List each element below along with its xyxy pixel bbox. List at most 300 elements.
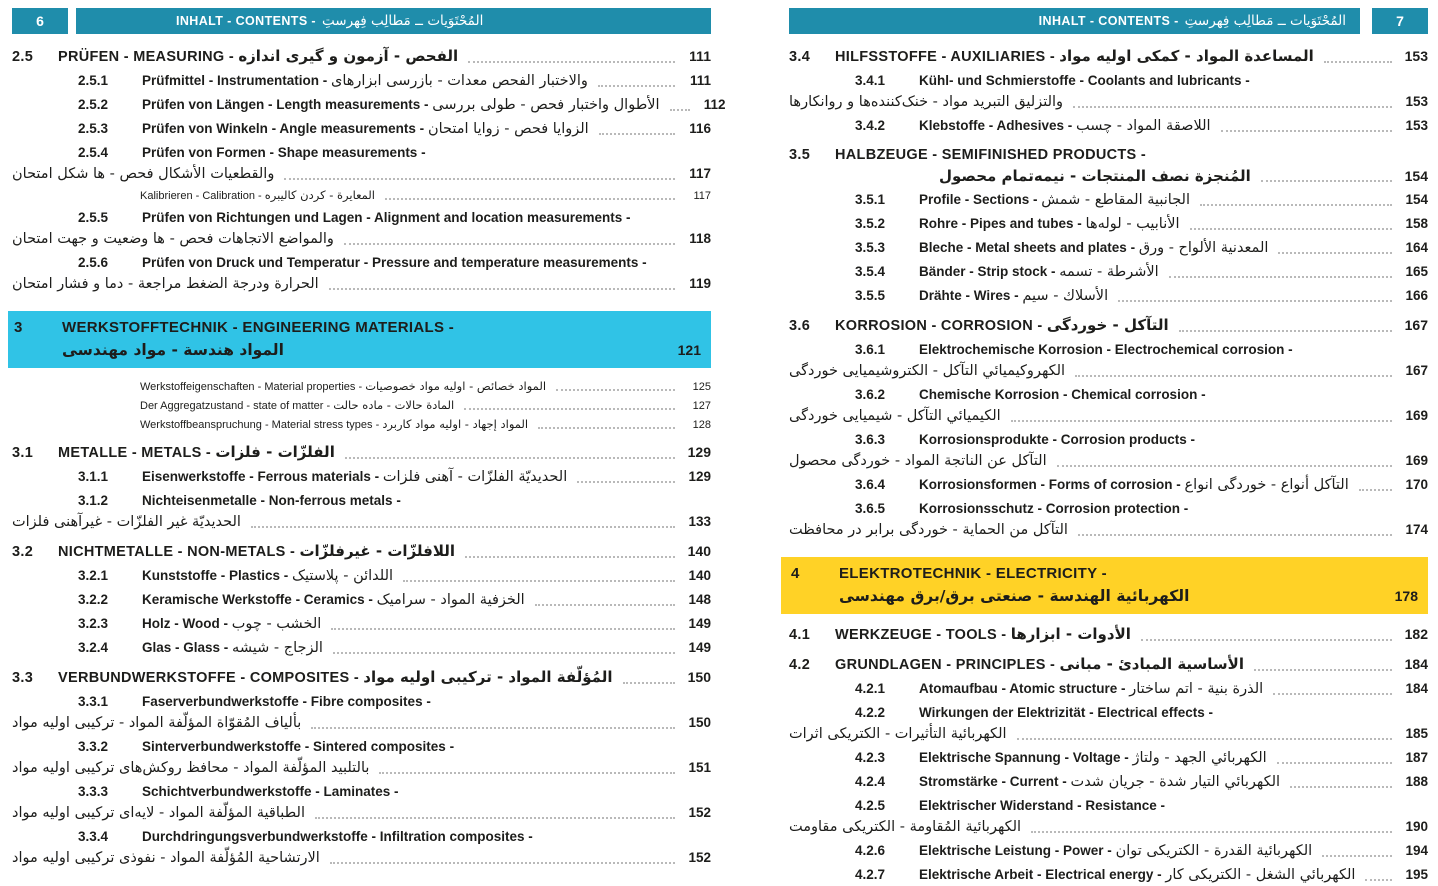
toc-entry xyxy=(789,864,1428,886)
entry-number: 3.1.1 xyxy=(78,469,109,484)
entry-title-latin: Korrosionsschutz - Corrosion protection - xyxy=(919,501,1189,516)
entry-number: 3.2 xyxy=(12,544,34,560)
header-title-latin: INHALT - CONTENTS - xyxy=(1038,14,1179,28)
entry-title-rtl: امتحان شكل ها - فحص الأشكال والقطعيات xyxy=(12,166,275,182)
entry-title-rtl: خصوصيات مواد اوليه - خصائص المواد xyxy=(365,379,547,393)
entry-title-latin: Werkstoffbeanspruchung - Material stress types - xyxy=(140,419,383,431)
entry-title-rtl: امتحان زوايا - فحص الزوايا xyxy=(427,121,589,137)
entry-title xyxy=(140,397,454,415)
entry-title-rtl: انواع خوردگى - أنواع التآكل xyxy=(1184,477,1349,493)
page-number: 170 xyxy=(1405,477,1428,492)
toc-entry xyxy=(789,678,1428,700)
entry-title-rtl: توان الكتريكى - القدرة الكهربائية xyxy=(1115,843,1313,859)
page-number: 150 xyxy=(687,669,711,685)
toc-entries-left xyxy=(12,46,726,869)
entry-title-latin: VERBUNDWERKSTOFFE - COMPOSITES - xyxy=(58,670,364,686)
entry-title xyxy=(58,667,613,689)
toc-entry xyxy=(12,736,711,779)
entry-number: 4.2.7 xyxy=(855,867,886,882)
page-number: 166 xyxy=(1405,288,1428,303)
entry-number: 3.1.2 xyxy=(78,493,109,508)
toc-entry xyxy=(12,46,711,68)
entry-number: 3.6.4 xyxy=(855,477,886,492)
page-number: 167 xyxy=(1404,317,1428,333)
entry-line2 xyxy=(789,360,1428,382)
page-number: 167 xyxy=(1405,363,1428,378)
toc-entry xyxy=(12,466,711,488)
page-number: 158 xyxy=(1405,216,1428,231)
entry-line1 xyxy=(789,145,1428,166)
dot-leader xyxy=(1075,375,1392,377)
section-heading-line1 xyxy=(791,562,1418,585)
entry-title xyxy=(919,747,1267,769)
page-number: 164 xyxy=(1405,240,1428,255)
dot-leader xyxy=(1273,693,1392,695)
entry-line xyxy=(12,94,726,116)
header-title-latin: INHALT - CONTENTS - xyxy=(176,14,316,28)
entry-title xyxy=(835,46,1314,68)
entry-title-rtl: ابزارهاى بازرسى - معدات الفحص والاختبار xyxy=(331,73,588,89)
toc-entry xyxy=(12,826,711,869)
entry-line xyxy=(789,654,1428,676)
entry-title xyxy=(142,466,567,488)
entry-title-rtl: لوله‌ها - الأنابيب xyxy=(1085,216,1180,232)
entry-number: 3.2.3 xyxy=(78,616,109,631)
page-number: 174 xyxy=(1405,522,1428,537)
entry-title-latin: Elektrische Leistung - Power - xyxy=(919,843,1116,858)
page-number: 153 xyxy=(1404,48,1428,64)
entry-title-latin: Durchdringungsverbundwerkstoffe - Infiltration composites - xyxy=(142,829,533,844)
entry-number: 4.2 xyxy=(789,657,811,673)
page-number: 152 xyxy=(688,805,711,820)
entry-title-latin: Rohre - Pipes and tubes - xyxy=(919,216,1086,231)
entry-title xyxy=(919,771,1280,793)
toc-entry xyxy=(789,70,1428,113)
entry-line2 xyxy=(12,712,711,734)
dot-leader xyxy=(1261,180,1392,182)
entry-line1 xyxy=(12,490,711,511)
entry-title-rtl: شدت جريان - شدة التيار الكهربائي xyxy=(1070,774,1281,790)
section-title-rtl: مهندسى برق/برق صنعتى - الهندسة الكهربائية xyxy=(839,587,1190,605)
toc-entry xyxy=(789,429,1428,472)
dot-leader xyxy=(1078,534,1392,536)
entry-line2 xyxy=(789,166,1428,187)
entry-title-latin: KORROSION - CORROSION - xyxy=(835,318,1047,334)
entry-title-rtl: فلزات آهنى - الفلزّات الحديديّة xyxy=(382,469,568,485)
entry-title xyxy=(919,285,1108,307)
entry-title-latin: Korrosionsprodukte - Corrosion products - xyxy=(919,432,1196,447)
entry-number: 3.5 xyxy=(789,147,811,163)
entry-title-latin: Prüfmittel - Instrumentation - xyxy=(142,73,331,88)
entry-title-latin: Korrosionsformen - Forms of corrosion - xyxy=(919,477,1185,492)
entry-title-latin: Prüfen von Druck und Temperatur - Pressure and temperature measurements - xyxy=(142,255,647,270)
dot-leader xyxy=(311,727,675,729)
entry-title xyxy=(919,261,1159,283)
entry-number: 2.5.2 xyxy=(78,97,109,112)
toc-entry xyxy=(789,145,1428,187)
entry-title xyxy=(142,70,588,92)
entry-line xyxy=(789,747,1428,769)
entry-title-rtl: فلزات - الفلزّات xyxy=(215,443,335,461)
entry-title xyxy=(919,678,1263,700)
entry-line xyxy=(12,46,711,68)
dot-leader xyxy=(330,862,675,864)
entry-title-rtl: ابزارها - الأدوات xyxy=(1010,625,1131,643)
page-number: 151 xyxy=(688,760,711,775)
toc-entry xyxy=(12,252,711,295)
dot-leader xyxy=(329,288,675,290)
entry-title-rtl: ورق - الألواح المعدنية xyxy=(1138,240,1269,256)
entry-number: 4.2.5 xyxy=(855,798,886,813)
dot-leader xyxy=(1278,252,1392,254)
entry-line xyxy=(12,541,711,563)
page-number: 178 xyxy=(1394,588,1418,604)
entry-title-latin: Drähte - Wires - xyxy=(919,288,1023,303)
dot-leader xyxy=(331,628,675,630)
entry-number: 4.2.1 xyxy=(855,681,886,696)
entry-line2 xyxy=(12,273,711,295)
entry-line xyxy=(12,416,711,434)
entry-line xyxy=(12,70,711,92)
entry-title-latin: Eisenwerkstoffe - Ferrous materials - xyxy=(142,469,383,484)
entry-title-latin: Elektrische Arbeit - Electrical energy - xyxy=(919,867,1166,882)
dot-leader xyxy=(599,133,675,135)
entry-number: 3.3 xyxy=(12,670,34,686)
toc-entry xyxy=(12,667,711,689)
toc-page-right xyxy=(719,0,1438,883)
entry-title-rtl: سيم - الأسلاك xyxy=(1022,288,1109,304)
entry-title-latin: Prüfen von Längen - Length measurements - xyxy=(142,97,433,112)
entry-number: 3.6.1 xyxy=(855,342,886,357)
entry-title xyxy=(140,416,528,434)
entry-number: 3.6.5 xyxy=(855,501,886,516)
section-number: 3 xyxy=(14,319,23,336)
entry-line xyxy=(12,397,711,415)
entry-number: 2.5.5 xyxy=(78,210,109,225)
entry-line xyxy=(789,189,1428,211)
toc-entry xyxy=(12,207,711,250)
entry-title xyxy=(835,315,1169,337)
entry-line xyxy=(789,474,1428,496)
header-title-rtl: فِهرستِ مَطالِب ــ المُحْتَوَيات xyxy=(322,13,484,29)
toc-entry xyxy=(789,384,1428,427)
entry-title-latin: Stromstärke - Current - xyxy=(919,774,1071,789)
toc-entry xyxy=(12,442,711,464)
entry-title-rtl: مقاومت الكتريكى - المُقاومة الكهربائية xyxy=(789,819,1022,835)
page-number: 165 xyxy=(1405,264,1428,279)
entry-number: 3.6.3 xyxy=(855,432,886,447)
page-number: 148 xyxy=(688,592,711,607)
entry-line xyxy=(789,213,1428,235)
dot-leader xyxy=(1031,831,1392,833)
section-heading-line2 xyxy=(14,339,701,362)
entry-number: 3.4 xyxy=(789,49,811,65)
dot-leader xyxy=(1073,106,1392,108)
entry-number: 4.1 xyxy=(789,627,811,643)
page-number: 119 xyxy=(689,276,711,291)
entry-title-rtl: كاربرد مواد اوليه - إجهاد المواد xyxy=(382,417,529,431)
entry-line xyxy=(12,667,711,689)
entry-number: 4.2.6 xyxy=(855,843,886,858)
entry-title-rtl: اثرات الكتريكى - التأثيرات الكهربائية xyxy=(789,726,1007,742)
entry-title-rtl: محصول نيمه‌تمام - المنتجات نصف المُنجزة xyxy=(939,167,1251,185)
entry-number: 3.2.4 xyxy=(78,640,109,655)
entry-line1 xyxy=(789,498,1428,519)
page-number: 154 xyxy=(1404,168,1428,184)
entry-title-latin: Nichteisenmetalle - Non-ferrous metals - xyxy=(142,493,401,508)
entry-line1 xyxy=(789,429,1428,450)
entry-title xyxy=(142,94,660,116)
entry-title-rtl: ولتاژ - الجهد الكهربائي xyxy=(1132,750,1267,766)
toc-entry xyxy=(12,142,711,185)
page-number: 153 xyxy=(1405,94,1428,109)
entry-line xyxy=(789,237,1428,259)
entry-number: 3.3.3 xyxy=(78,784,109,799)
entry-line1 xyxy=(789,384,1428,405)
toc-entry xyxy=(789,261,1428,283)
entry-line2 xyxy=(789,816,1428,838)
page-number: 149 xyxy=(688,616,711,631)
entry-line xyxy=(789,315,1428,337)
toc-entry xyxy=(12,565,711,587)
page-number: 152 xyxy=(688,850,711,865)
entry-line2 xyxy=(789,519,1428,541)
entry-number: 3.5.3 xyxy=(855,240,886,255)
entry-title-latin: Bleche - Metal sheets and plates - xyxy=(919,240,1139,255)
entry-line2 xyxy=(12,757,711,779)
entry-title-latin: Chemische Korrosion - Chemical corrosion - xyxy=(919,387,1206,402)
entry-number: 2.5 xyxy=(12,49,34,65)
section-number: 4 xyxy=(791,565,800,582)
toc-entry xyxy=(789,285,1428,307)
entry-number: 3.1 xyxy=(12,445,34,461)
entry-number: 3.6.2 xyxy=(855,387,886,402)
dot-leader xyxy=(1290,786,1392,788)
dot-leader xyxy=(623,682,676,684)
page-number: 140 xyxy=(688,568,711,583)
entry-line xyxy=(12,466,711,488)
dot-leader xyxy=(1254,669,1392,671)
page-number: 128 xyxy=(692,419,711,431)
entry-title-latin: GRUNDLAGEN - PRINCIPLES - xyxy=(835,657,1060,673)
entry-line xyxy=(789,285,1428,307)
header-bar-right xyxy=(789,8,1360,34)
toc-entry xyxy=(12,94,726,116)
entry-title-rtl: مواد اوليه تركيبى نفوذى - المواد المُؤلّفة الارتشاحية xyxy=(12,850,320,866)
entry-line xyxy=(12,565,711,587)
page-number: 117 xyxy=(693,190,711,202)
entry-line xyxy=(12,187,711,205)
toc-entry xyxy=(789,474,1428,496)
dot-leader xyxy=(1179,330,1392,332)
entry-title-latin: Sinterverbundwerkstoffe - Sintered composites - xyxy=(142,739,455,754)
entry-number: 3.4.2 xyxy=(855,118,886,133)
entry-title-latin: Klebstoffe - Adhesives - xyxy=(919,118,1077,133)
entry-title-latin: HILFSSTOFFE - AUXILIARIES - xyxy=(835,49,1060,65)
entry-number: 3.5.2 xyxy=(855,216,886,231)
toc-entry xyxy=(12,691,711,734)
entry-line xyxy=(789,46,1428,68)
dot-leader xyxy=(577,481,675,483)
dot-leader xyxy=(284,178,675,180)
entry-line2 xyxy=(12,511,711,533)
dot-leader xyxy=(345,457,675,459)
entry-line1 xyxy=(12,691,711,712)
dot-leader xyxy=(535,604,675,606)
entry-title xyxy=(919,864,1355,886)
toc-entry xyxy=(12,397,711,415)
entry-title-latin: Bänder - Strip stock - xyxy=(919,264,1060,279)
entry-title-rtl: شمش - المقاطع الجانبية xyxy=(1041,192,1191,208)
entry-title-rtl: غيرفلزّات - اللافلزّات xyxy=(299,542,456,560)
entry-title-rtl: شيشه - الزجاج xyxy=(232,640,323,656)
toc-entry xyxy=(789,46,1428,68)
entry-title-rtl: امتحان فشار و دما - مراجعة الضغط ودرجة الحرارة xyxy=(12,276,319,292)
entry-title xyxy=(919,115,1211,137)
dot-leader xyxy=(1057,465,1392,467)
entry-number: 2.5.6 xyxy=(78,255,109,270)
entry-title-rtl: پلاستيک - اللدائن xyxy=(292,568,394,584)
entry-title-latin: Atomaufbau - Atomic structure - xyxy=(919,681,1130,696)
page-number: 169 xyxy=(1405,408,1428,423)
entry-title-latin: NICHTMETALLE - NON-METALS - xyxy=(58,544,300,560)
toc-entry xyxy=(789,624,1428,646)
entry-title xyxy=(835,624,1131,646)
entry-title-rtl: حالت ماده - حالات المادة xyxy=(333,398,455,412)
entry-line1 xyxy=(12,736,711,757)
header-title-rtl: فِهرستِ مَطالِب ــ المُحْتَوَيات xyxy=(1184,13,1346,29)
dot-leader xyxy=(538,427,675,429)
section-title-latin: WERKSTOFFTECHNIK - ENGINEERING MATERIALS - xyxy=(62,319,455,336)
entry-line xyxy=(12,118,711,140)
entry-number: 3.4.1 xyxy=(855,73,886,88)
dot-leader xyxy=(1359,489,1392,491)
entry-title-latin: Werkstoffeigenschaften - Material properties - xyxy=(140,381,366,393)
toc-entry xyxy=(12,541,711,563)
entry-title-latin: Der Aggregatzustand - state of matter - xyxy=(140,400,334,412)
entry-line2 xyxy=(12,228,711,250)
entry-title xyxy=(58,541,455,563)
entry-number: 2.5.4 xyxy=(78,145,109,160)
entry-title-latin: Prüfen von Formen - Shape measurements - xyxy=(142,145,426,160)
page-number: 185 xyxy=(1405,726,1428,741)
page-number: 195 xyxy=(1405,867,1428,882)
header-bar-left xyxy=(76,8,711,34)
dot-leader xyxy=(464,408,675,410)
entry-number: 3.2.2 xyxy=(78,592,109,607)
dot-leader xyxy=(333,652,675,654)
entry-title-latin: Glas - Glass - xyxy=(142,640,233,655)
section-heading-line1 xyxy=(14,316,701,339)
page-number: 188 xyxy=(1405,774,1428,789)
page-number-box-right: 7 xyxy=(1372,8,1428,34)
entry-line1 xyxy=(789,339,1428,360)
entry-title-rtl: امتحان جهت و وضعيت ها - فحص الاتجاهات والمواضع xyxy=(12,231,334,247)
toc-entry xyxy=(12,613,711,635)
entry-title xyxy=(140,187,375,205)
page-number: 116 xyxy=(689,121,711,136)
entry-title-rtl: ساختار اتم - بنية الذرة xyxy=(1129,681,1264,697)
toc-entry xyxy=(789,747,1428,769)
page-header-left xyxy=(12,8,711,34)
entry-title-latin: Profile - Sections - xyxy=(919,192,1042,207)
toc-entry xyxy=(789,654,1428,676)
entry-title-latin: Keramische Werkstoffe - Ceramics - xyxy=(142,592,377,607)
entry-title xyxy=(919,189,1190,211)
page-number: 140 xyxy=(687,543,711,559)
toc-entry xyxy=(789,315,1428,337)
toc-entry xyxy=(12,637,711,659)
toc-entry xyxy=(12,490,711,533)
dot-leader xyxy=(1365,879,1392,881)
entry-title-latin: Wirkungen der Elektrizität - Electrical effects - xyxy=(919,705,1213,720)
entry-title-latin: Kunststoffe - Plastics - xyxy=(142,568,293,583)
page-number: 153 xyxy=(1405,118,1428,133)
section-heading-block xyxy=(8,311,711,368)
entry-title-rtl: خوردگى الكتروشيميايى - التآكل الكهروكيميائي xyxy=(789,363,1066,379)
entry-number: 3.3.1 xyxy=(78,694,109,709)
entry-number: 3.5.4 xyxy=(855,264,886,279)
entry-title-rtl: مواد اوليه تركيبى لايه‌اى - المواد المؤلّفة الطباقية xyxy=(12,805,305,821)
entry-title-rtl: روانكارها و خنک‌كننده‌ها - مواد التبريد والتزليق xyxy=(789,94,1064,110)
entry-line2 xyxy=(12,163,711,185)
toc-entry xyxy=(789,840,1428,862)
entry-title-rtl: محصول خوردگى - المواد الناتجة عن التآكل xyxy=(789,453,1047,469)
toc-entry xyxy=(789,189,1428,211)
entry-title xyxy=(58,442,335,464)
entry-title-rtl: كاليبره كردن - المعايرة xyxy=(264,188,376,202)
dot-leader xyxy=(1277,762,1392,764)
entry-title-rtl: اندازه گيرى و آزمون - الفحص xyxy=(238,47,459,65)
entry-line1 xyxy=(12,826,711,847)
entry-title-latin: WERKZEUGE - TOOLS - xyxy=(835,627,1011,643)
entry-number: 2.5.1 xyxy=(78,73,109,88)
toc-entry xyxy=(12,118,711,140)
toc-entry xyxy=(12,70,711,92)
toc-entry xyxy=(789,702,1428,745)
dot-leader xyxy=(556,389,675,391)
entry-title-latin: Kühl- und Schmierstoffe - Coolants and lubricants - xyxy=(919,73,1250,88)
dot-leader xyxy=(1169,276,1392,278)
entry-line2 xyxy=(789,450,1428,472)
entry-title-rtl: فلزات غيرآهنى - الفلزّات غير الحديديّة xyxy=(12,514,241,530)
entry-line2 xyxy=(12,847,711,869)
entry-title-rtl: مواد اوليه تركيبى - المواد المُؤلّفة xyxy=(363,668,613,686)
entry-number: 4.2.2 xyxy=(855,705,886,720)
entry-number: 3.5.1 xyxy=(855,192,886,207)
entry-title-latin: Faserverbundwerkstoffe - Fibre composites - xyxy=(142,694,431,709)
entry-line xyxy=(12,442,711,464)
toc-entry xyxy=(789,771,1428,793)
entry-title-rtl: سراميک - المواد الخزفية xyxy=(376,592,525,608)
page-number: 150 xyxy=(688,715,711,730)
page-number: 129 xyxy=(687,444,711,460)
toc-entry xyxy=(12,187,711,205)
section-title-rtl: مهندسى مواد - هندسة المواد xyxy=(62,341,284,359)
dot-leader xyxy=(1221,130,1392,132)
toc-entry xyxy=(789,237,1428,259)
dot-leader xyxy=(385,198,675,200)
entry-title xyxy=(140,378,546,396)
toc-entry xyxy=(789,498,1428,541)
entry-line xyxy=(789,115,1428,137)
toc-entry xyxy=(12,378,711,396)
dot-leader xyxy=(465,556,675,558)
toc-entry xyxy=(789,795,1428,838)
dot-leader xyxy=(1324,61,1392,63)
entry-line xyxy=(12,589,711,611)
entry-title-latin: HALBZEUGE - SEMIFINISHED PRODUCTS - xyxy=(835,147,1146,163)
